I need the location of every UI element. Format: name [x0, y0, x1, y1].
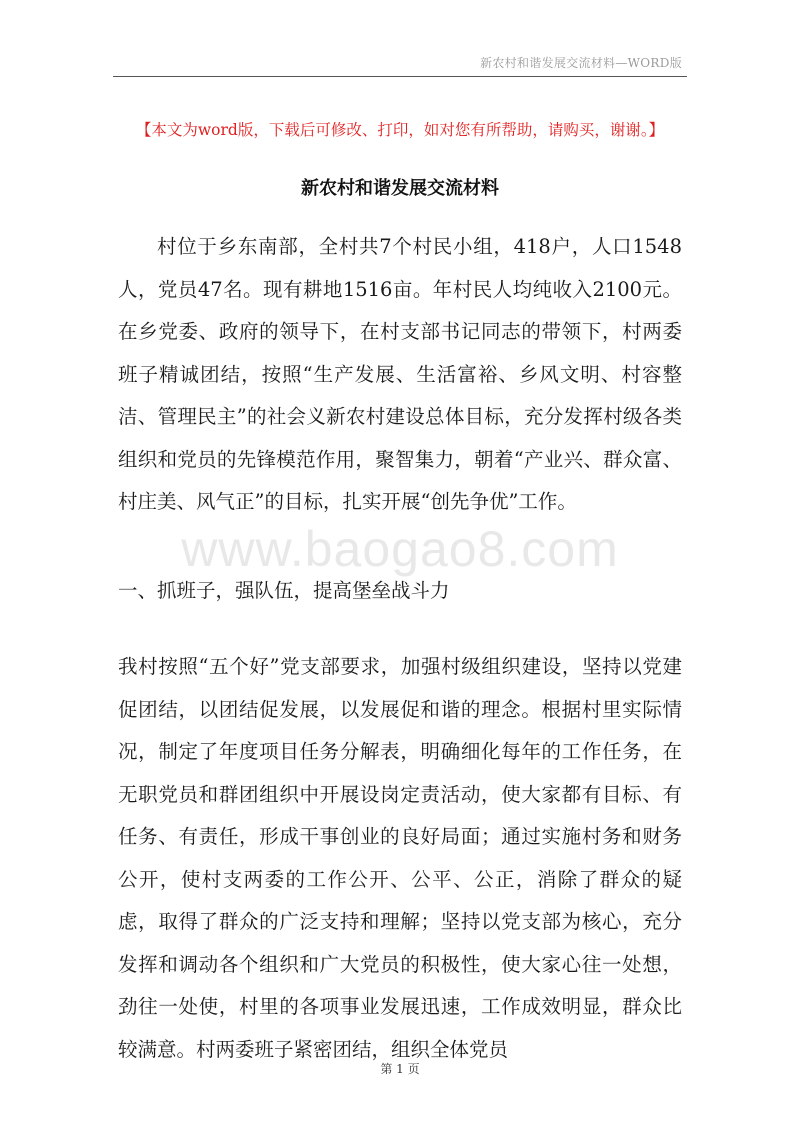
- running-header: 新农村和谐发展交流材料—WORD版: [480, 56, 682, 70]
- body-paragraph: 我村按照“五个好”党支部要求，加强村级组织建设，坚持以党建促团结，以团结促发展，以发展促和谐的理念。根据村里实际情况，制定了年度项目任务分解表，明确细化每年的工作任务，在无职党员和群团组织中开展设岗定责活动，使大家都有目标、有任务、有责任，形成干事创业的良好局面；通过实施村务和财务公开，使村支两委的工作公开、公平、公正，消除了群众的疑虑，取得了群众的广泛支持和理解；坚持以党支部为核心，充分发挥和调动各个组织和广大党员的积极性，使大家心往一处想，劲往一处使，村里的各项事业发展迅速，工作成效明显，群众比较满意。村两委班子紧密团结，组织全体党员: [118, 655, 682, 1061]
- intro-paragraph: 村位于乡东南部，全村共7个村民小组，418户，人口1548人，党员47名。现有耕地1516亩。年村民人均纯收入2100元。在乡党委、政府的领导下，在村支部书记同志的带领下，村两委班子精诚团结，按照“生产发展、生活富裕、乡风文明、村容整洁、管理民主”的社会义新农村建设总体目标，充分发挥村级各类组织和党员的先锋模范作用，聚智集力，朝着“产业兴、群众富、村庄美、风气正”的目标，扎实开展“创先争优”工作。: [118, 235, 682, 513]
- download-notice: 【本文为word版，下载后可修改、打印，如对您有所帮助，请购买，谢谢。】: [135, 121, 665, 139]
- watermark-text: www.baogao8.com: [181, 521, 619, 577]
- page-number: 第 1 页: [380, 1062, 420, 1076]
- header-divider: [113, 76, 687, 77]
- document-title: 新农村和谐发展交流材料: [301, 178, 499, 199]
- section-heading: 一、抓班子，强队伍，提高堡垒战斗力: [118, 579, 450, 602]
